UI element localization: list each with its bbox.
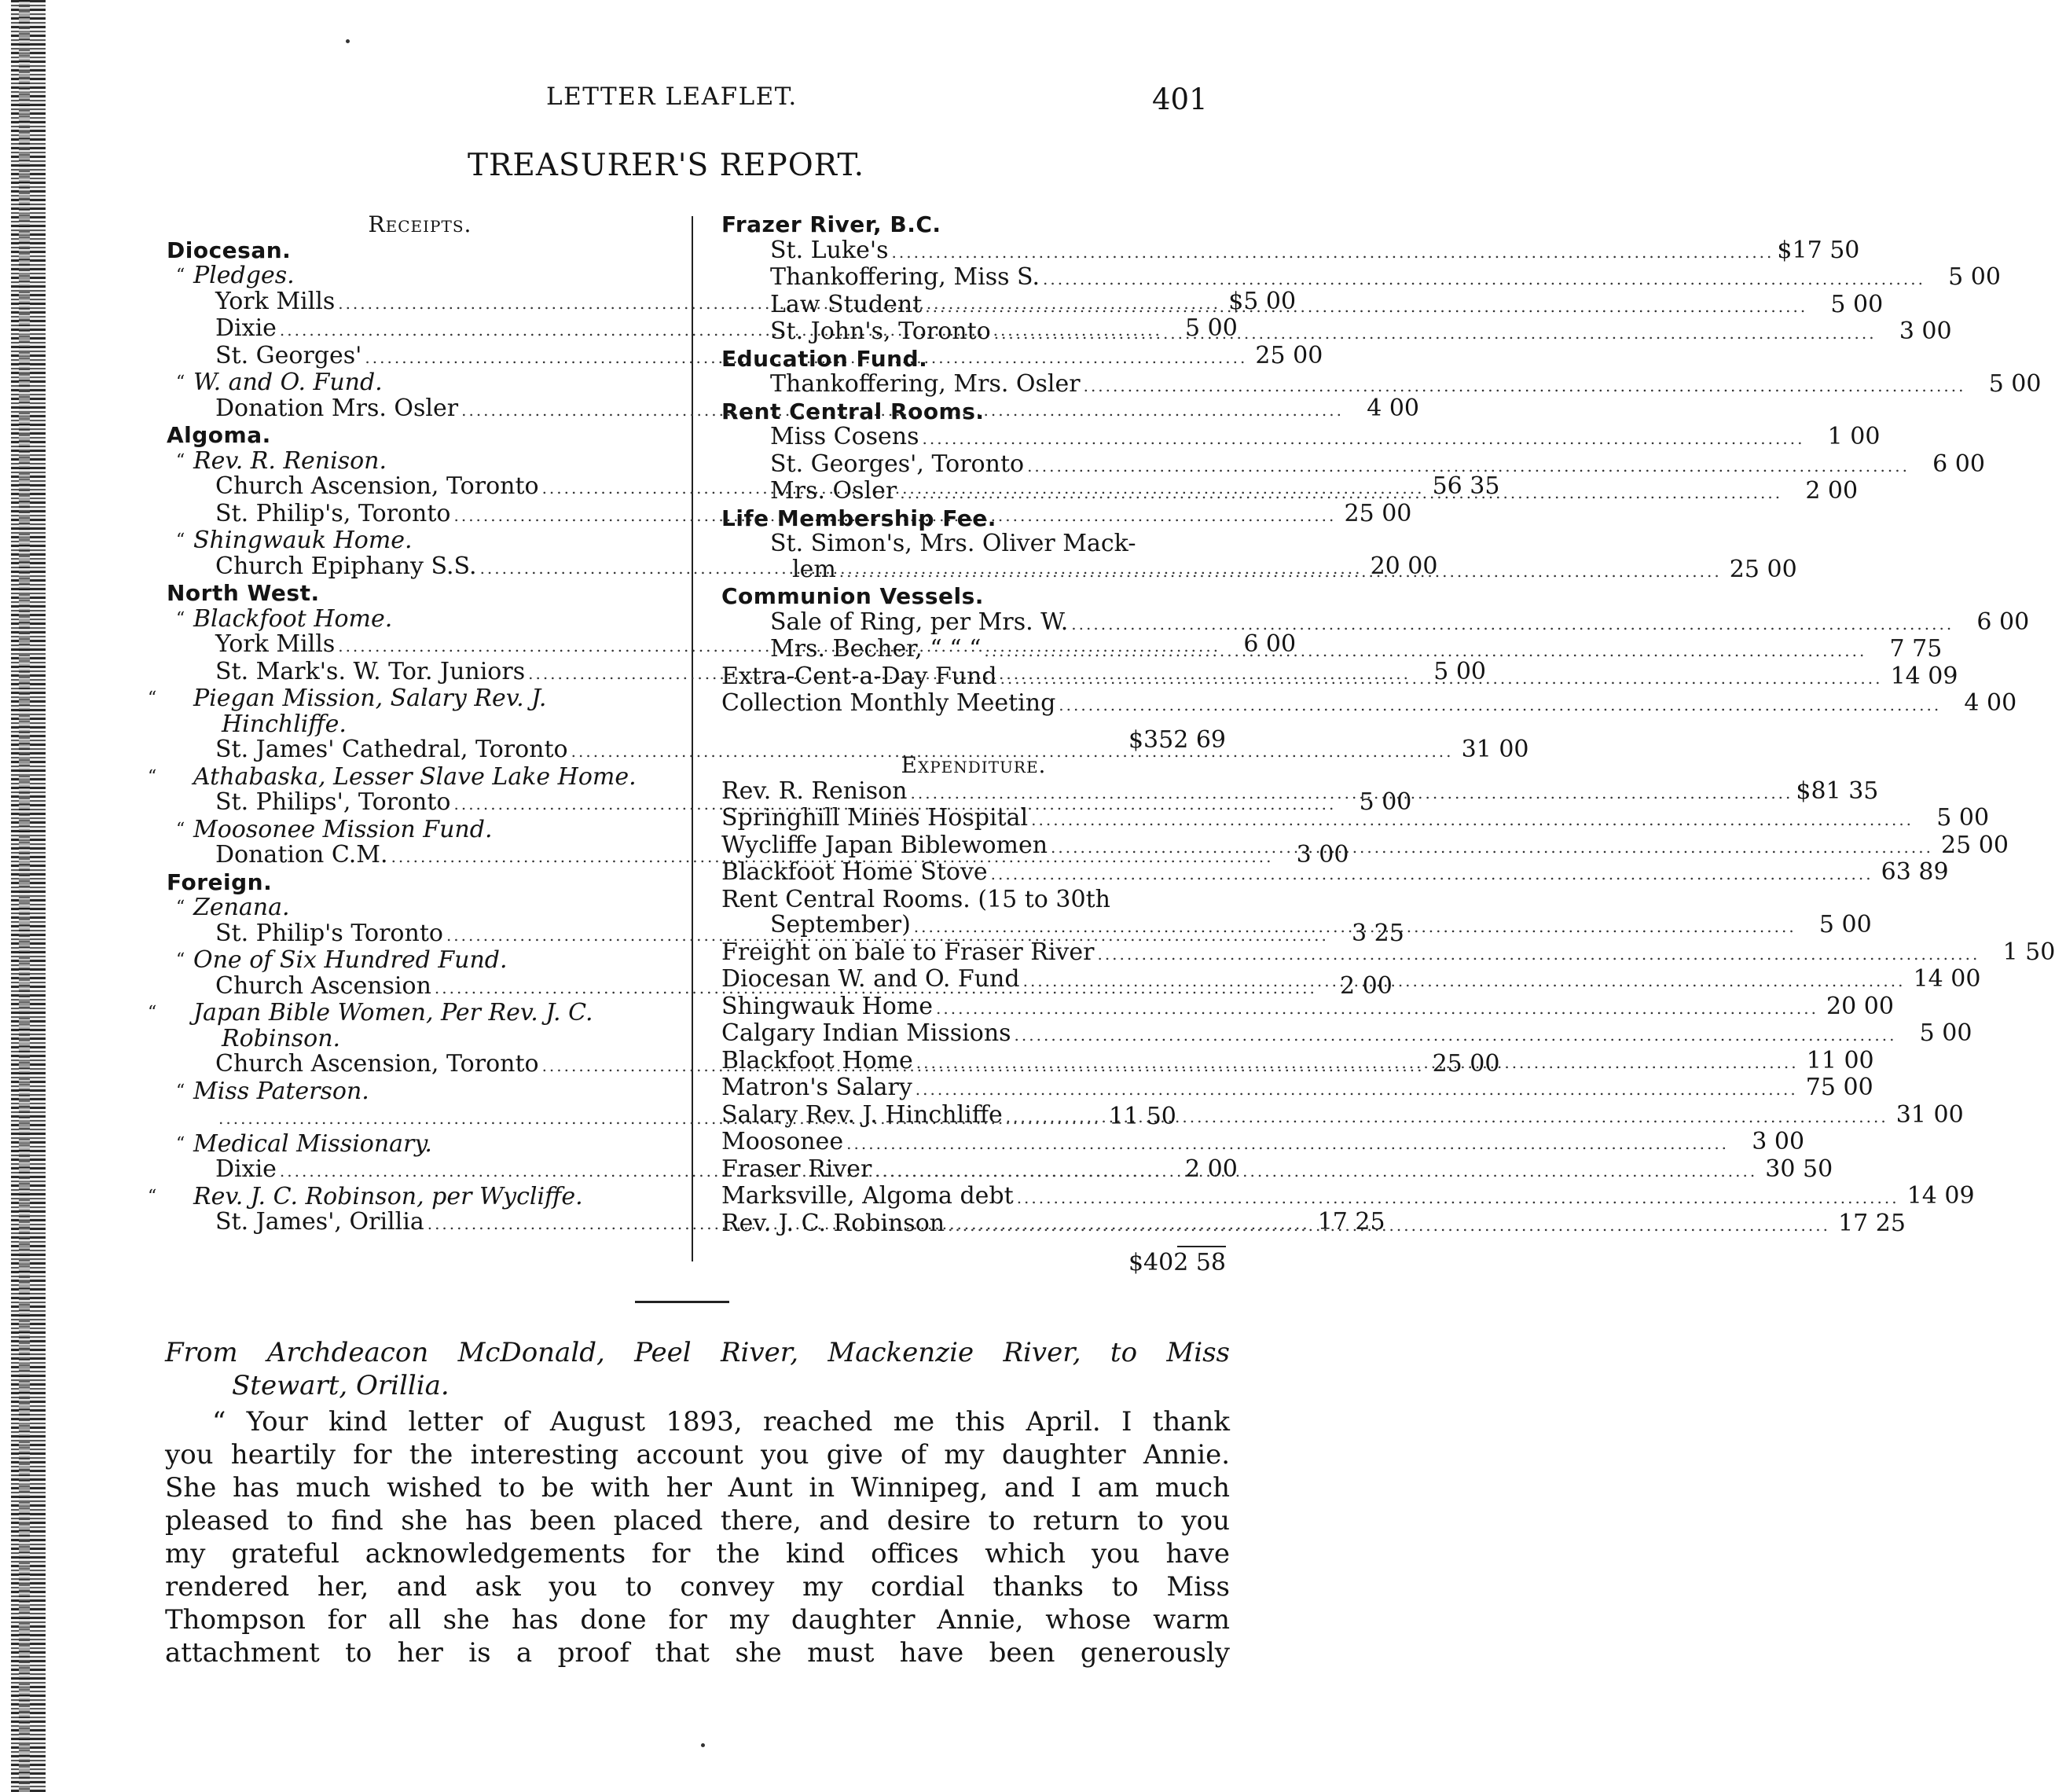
entry-label: Church Epiphany S.S. xyxy=(215,552,477,580)
letter-heading: From Archdeacon McDonald, Peel River, Mackenzie River, to Miss xyxy=(165,1337,1230,1368)
entry-label: Diocesan W. and O. Fund xyxy=(721,965,1020,993)
entry-label: St. Philip's Toronto xyxy=(215,919,443,947)
entry-label: St. Philip's, Toronto xyxy=(215,499,451,527)
leader-dots xyxy=(948,1213,1830,1239)
leader-dots xyxy=(1023,968,1906,994)
entry-label: Collection Monthly Meeting xyxy=(721,689,1056,717)
entry-label: St. Georges' xyxy=(215,341,362,369)
entry-amount: 25 00 xyxy=(1344,499,1412,527)
entry-label: St. Simon's, Mrs. Oliver Mack- xyxy=(770,530,1136,557)
entry-label: St. James' Cathedral, Toronto xyxy=(215,736,568,763)
ledger-entry xyxy=(721,423,1881,452)
leader-dots xyxy=(1071,611,1954,637)
entry-amount: $81 35 xyxy=(1796,777,1879,805)
entry-amount: 4 00 xyxy=(1367,394,1419,422)
letter-body xyxy=(165,1405,1230,1669)
leader-dots xyxy=(1051,835,1933,861)
ledger-entry xyxy=(721,887,1226,913)
entry-amount: 14 09 xyxy=(1906,1182,1975,1210)
section-heading: Algoma. xyxy=(167,422,271,448)
entry-label: Church Ascension xyxy=(215,971,431,1000)
ledger-entry xyxy=(721,804,1990,833)
fund-heading: “ Piegan Mission, Salary Rev. J. Hinchliffe. xyxy=(167,686,673,737)
ledger-entry xyxy=(721,1019,1972,1048)
entry-amount: 25 00 xyxy=(1729,555,1797,583)
receipts-total-line xyxy=(721,718,1226,754)
leader-dots xyxy=(1043,266,1925,292)
entry-amount: 4 00 xyxy=(1964,689,2017,717)
entry-amount: 5 00 xyxy=(1948,263,2001,291)
entry-label: lem xyxy=(792,555,836,583)
ledger-entry xyxy=(721,370,2042,399)
entry-amount: 11 50 xyxy=(1109,1103,1176,1130)
leader-dots xyxy=(839,559,1722,585)
entry-amount: $5 00 xyxy=(1228,287,1297,315)
leader-dots xyxy=(914,914,1796,940)
section-heading: Communion Vessels. xyxy=(721,583,984,609)
ledger-entry xyxy=(721,236,1860,266)
entry-label: St. James', Orillia xyxy=(215,1208,424,1236)
section-heading: Frazer River, B.C. xyxy=(721,211,941,237)
entry-label: Extra-Cent-a-Day Fund xyxy=(721,662,997,690)
scanned-page-edge xyxy=(11,0,46,1792)
entry-amount: 14 00 xyxy=(1913,965,1981,993)
ledger-entry xyxy=(721,1128,1805,1157)
fund-heading: “ Pledges. xyxy=(167,263,673,289)
entry-label: St. John's, Toronto xyxy=(770,318,991,345)
entry-amount: 7 75 xyxy=(1889,635,1943,663)
entry-amount: 56 35 xyxy=(1432,472,1500,500)
fund-heading: “ Zenana. xyxy=(167,895,673,921)
entry-amount: 17 25 xyxy=(1317,1208,1385,1236)
section-heading: Rent Central Rooms. xyxy=(721,398,985,424)
receipts-total: $352 69 xyxy=(1128,725,1226,754)
entry-amount: 5 00 xyxy=(1818,911,1872,938)
entry-amount: 5 00 xyxy=(1988,370,2042,398)
leader-dots xyxy=(984,638,1866,664)
entry-amount: 30 50 xyxy=(1765,1155,1833,1183)
entry-amount: 20 00 xyxy=(1826,992,1894,1020)
leader-dots xyxy=(1015,1023,1897,1048)
letter-line: you heartily for the interesting account you give of my daughter Annie. xyxy=(165,1439,1230,1471)
section-heading: Life Membership Fee. xyxy=(721,505,996,531)
entry-amount: 2 00 xyxy=(1185,1155,1238,1183)
fund-heading: “ Rev. R. Renison. xyxy=(167,449,673,475)
entry-label: Church Ascension, Toronto xyxy=(215,472,539,500)
entry-amount: 17 25 xyxy=(1838,1209,1906,1237)
leader-dots xyxy=(900,480,1782,506)
leader-dots xyxy=(911,780,1793,806)
entry-label: St. Philips', Toronto xyxy=(215,788,451,816)
entry-amount: 3 25 xyxy=(1352,919,1404,947)
entry-amount: 5 00 xyxy=(1830,290,1884,318)
entry-amount: 14 09 xyxy=(1890,662,1958,690)
entry-label: Shingwauk Home xyxy=(721,992,934,1020)
fund-heading: “ Shingwauk Home. xyxy=(167,528,673,554)
entry-amount: 6 00 xyxy=(1932,450,1985,478)
entry-label: Donation Mrs. Osler xyxy=(215,394,459,422)
entry-label: Blackfoot Home Stove xyxy=(721,858,988,886)
leader-dots xyxy=(846,1131,1729,1157)
entry-amount: 6 00 xyxy=(1976,608,2030,636)
ledger-entry xyxy=(721,1100,1964,1130)
leader-dots xyxy=(923,426,1805,452)
entry-amount: 5 00 xyxy=(1359,788,1412,816)
ledger-entry xyxy=(721,531,1226,557)
leader-dots xyxy=(1031,807,1914,833)
entry-label: September) xyxy=(770,911,911,938)
entry-label: Mrs. Becher, “ “ “ xyxy=(770,635,982,663)
letter-line: rendered her, and ask you to convey my cordial thanks to Miss xyxy=(165,1571,1230,1603)
entry-label: Fraser River xyxy=(721,1155,872,1183)
ledger-entry xyxy=(721,938,2055,968)
entry-amount: 20 00 xyxy=(1370,552,1438,580)
leader-dots xyxy=(1000,666,1883,692)
receipts-heading: Receipts. xyxy=(368,211,472,237)
entry-label: York Mills xyxy=(215,287,336,315)
print-speck xyxy=(701,1743,705,1747)
entry-label: Rev. J. C. Robinson xyxy=(721,1209,945,1237)
section-heading: North West. xyxy=(167,580,320,606)
ledger-entry xyxy=(721,608,2030,637)
leader-dots xyxy=(1006,1104,1888,1130)
ledger-entry xyxy=(721,1155,1833,1184)
expenditure-total-line xyxy=(721,1247,1226,1276)
entry-label: Dixie xyxy=(215,314,277,342)
entry-label: St. Luke's xyxy=(770,236,889,264)
print-speck xyxy=(346,39,350,43)
page-number: 401 xyxy=(1152,83,1208,116)
ledger-entry xyxy=(721,263,2001,292)
entry-label: Moosonee xyxy=(721,1128,844,1155)
leader-dots xyxy=(916,1050,1799,1076)
ledger-entry xyxy=(721,1209,1906,1239)
entry-label: St. Georges', Toronto xyxy=(770,450,1025,478)
letter-heading-continued: Stewart, Orillia. xyxy=(232,1370,450,1401)
entry-label: Mrs. Osler xyxy=(770,477,897,505)
entry-label: Donation C.M. xyxy=(215,841,388,868)
entry-label: Law Student xyxy=(770,290,923,318)
ledger-entry xyxy=(721,1182,1975,1211)
entry-amount: 6 00 xyxy=(1243,630,1297,658)
letter-line: She has much wished to be with her Aunt in Winnipeg, and I am much xyxy=(165,1472,1230,1504)
report-title: TREASURER'S REPORT. xyxy=(468,148,865,183)
entry-amount: 63 89 xyxy=(1881,858,1949,886)
entry-label: Dixie xyxy=(215,1155,277,1183)
fund-heading: “ Moosonee Mission Fund. xyxy=(167,817,673,843)
fund-heading: “ W. and O. Fund. xyxy=(167,370,673,396)
entry-amount: 25 00 xyxy=(1255,341,1323,369)
fund-heading: “ Miss Paterson. xyxy=(167,1079,673,1105)
entry-label: Matron's Salary xyxy=(721,1074,912,1101)
ledger-entry xyxy=(721,318,1952,347)
leader-dots xyxy=(1084,373,1966,399)
entry-amount: 31 00 xyxy=(1895,1100,1964,1129)
entry-amount: 3 00 xyxy=(1899,318,1952,345)
entry-amount: 2 00 xyxy=(1805,477,1859,505)
leader-dots xyxy=(892,240,1774,266)
entry-amount: 5 00 xyxy=(1433,657,1486,685)
entry-amount: 5 00 xyxy=(1936,804,1990,832)
entry-amount: 3 00 xyxy=(1752,1128,1805,1155)
fund-heading: “ Rev. J. C. Robinson, per Wycliffe. xyxy=(167,1184,673,1210)
entry-amount: 2 00 xyxy=(1340,971,1393,1000)
ledger-entry xyxy=(721,450,1985,479)
entry-label: Calgary Indian Missions xyxy=(721,1019,1011,1047)
leader-dots xyxy=(1027,454,1910,479)
entry-label: Thankoffering, Mrs. Osler xyxy=(770,370,1081,398)
entry-amount: 3 00 xyxy=(1296,841,1349,868)
letter-line: attachment to her is a proof that she must have been generously xyxy=(165,1637,1230,1669)
entry-amount: 1 50 xyxy=(2002,938,2055,966)
entry-amount: 5 00 xyxy=(1185,314,1238,342)
entry-label: Freight on bale to Fraser River xyxy=(721,938,1095,966)
section-rule xyxy=(635,1301,729,1303)
entry-label: Wycliffe Japan Biblewomen xyxy=(721,831,1048,859)
entry-label: Rent Central Rooms. (15 to 30th xyxy=(721,885,1110,913)
leader-dots xyxy=(916,1077,1798,1103)
leader-dots xyxy=(991,861,1873,887)
leader-dots xyxy=(1097,942,1980,968)
fund-heading: “ One of Six Hundred Fund. xyxy=(167,948,673,974)
entry-label: Salary Rev. J. Hinchliffe xyxy=(721,1100,1003,1129)
leader-dots xyxy=(1059,692,1941,718)
leader-dots xyxy=(875,1155,1757,1184)
section-heading: Diocesan. xyxy=(167,237,292,263)
entry-amount: 5 00 xyxy=(1919,1019,1972,1047)
entry-label: Sale of Ring, per Mrs. W. xyxy=(770,608,1069,636)
fund-heading: “ Athabaska, Lesser Slave Lake Home. xyxy=(167,765,673,791)
fund-heading: “ Medical Missionary. xyxy=(167,1132,673,1158)
ledger-entry xyxy=(721,290,1884,320)
leader-dots xyxy=(925,294,1807,320)
ledger-entry xyxy=(721,858,1949,887)
ledger-entry xyxy=(721,1074,1873,1103)
entry-amount: $17 50 xyxy=(1777,236,1860,264)
entry-amount: 25 00 xyxy=(1432,1050,1500,1078)
entry-amount: 1 00 xyxy=(1827,423,1881,450)
ledger-entry xyxy=(721,689,2017,718)
entry-label: Church Ascension, Toronto xyxy=(215,1050,539,1078)
running-head-title: LETTER LEAFLET. xyxy=(546,83,798,111)
leader-dots xyxy=(1017,1185,1899,1211)
entry-amount: 11 00 xyxy=(1806,1046,1874,1074)
entry-label: York Mills xyxy=(215,630,336,658)
entry-label: St. Mark's. W. Tor. Juniors xyxy=(215,657,526,685)
entry-label: Miss Cosens xyxy=(770,423,919,450)
fund-heading: “ Blackfoot Home. xyxy=(167,607,673,633)
letter-line: pleased to find she has been placed there, and desire to return to you xyxy=(165,1505,1230,1537)
entry-amount: 31 00 xyxy=(1461,736,1529,763)
leader-dots xyxy=(994,321,1877,347)
entry-label: Blackfoot Home xyxy=(721,1046,913,1074)
ledger-entry xyxy=(721,992,1894,1022)
entry-label: Marksville, Algoma debt xyxy=(721,1182,1014,1210)
letter-line: Thompson for all she has done for my daughter Annie, whose warm xyxy=(165,1604,1230,1636)
expenditure-total: $402 58 xyxy=(1128,1249,1226,1276)
entry-label: Springhill Mines Hospital xyxy=(721,804,1029,832)
entry-label: Rev. R. Renison xyxy=(721,777,908,805)
entry-amount: 75 00 xyxy=(1805,1074,1873,1101)
section-heading: Education Fund. xyxy=(721,345,928,372)
letter-excerpt xyxy=(165,1336,1230,1669)
entry-label: Thankoffering, Miss S. xyxy=(770,263,1040,291)
running-head xyxy=(0,83,1324,122)
letter-line: my grateful acknowledgements for the kind offices which you have xyxy=(165,1538,1230,1570)
leader-dots xyxy=(936,996,1818,1022)
letter-line: “ Your kind letter of August 1893, reached me this April. I thank xyxy=(212,1406,1230,1438)
fund-heading: “ Japan Bible Women, Per Rev. J. C. Robinson. xyxy=(167,1001,673,1052)
expenditure-heading: Expenditure. xyxy=(901,752,1047,778)
entry-amount: 25 00 xyxy=(1941,831,2009,859)
section-heading: Foreign. xyxy=(167,868,273,895)
